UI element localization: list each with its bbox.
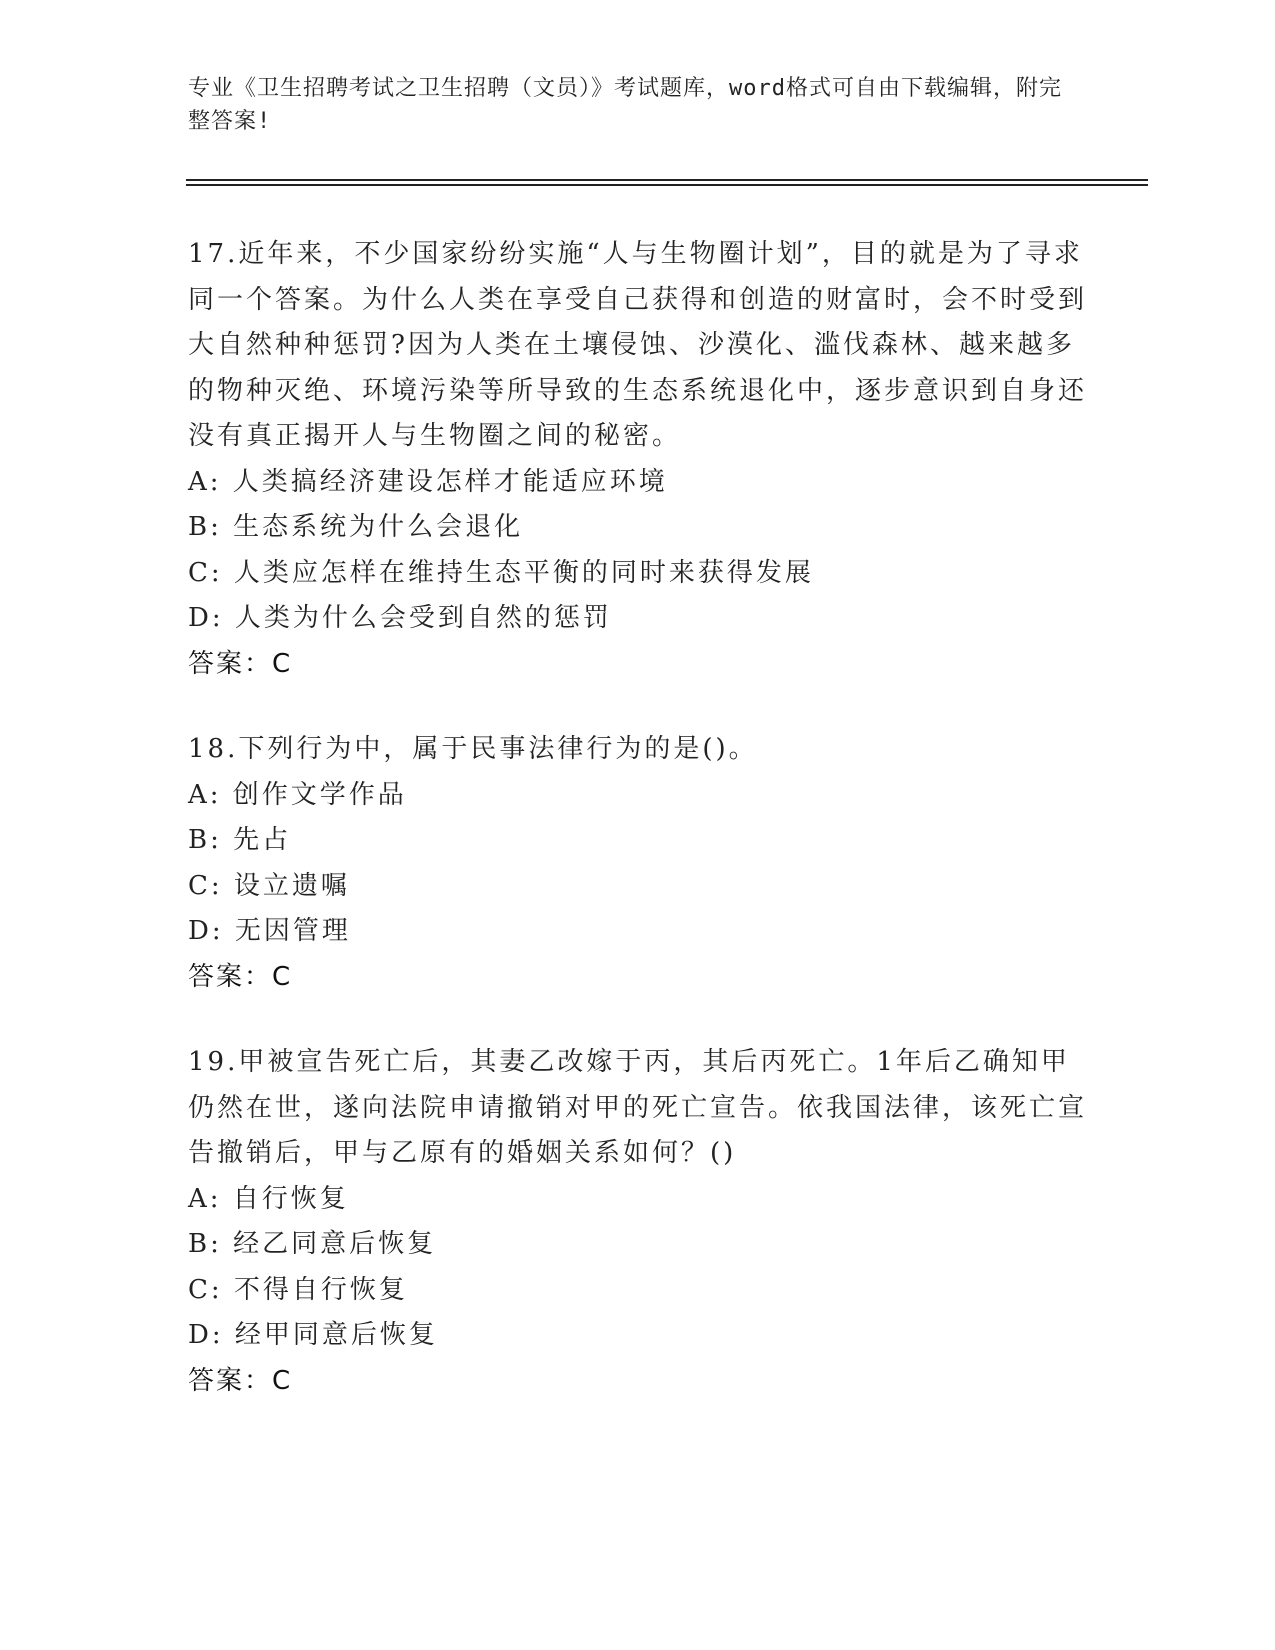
option-b: B: 先占 bbox=[188, 825, 292, 855]
option-c: C: 人类应怎样在维持生态平衡的同时来获得发展 bbox=[188, 557, 814, 588]
option-c: C: 不得自行恢复 bbox=[188, 1274, 408, 1305]
header-divider-bottom bbox=[186, 184, 1148, 186]
question-17 bbox=[188, 232, 1088, 687]
question-stem: 17.近年来，不少国家纷纷实施“人与生物圈计划”，目的就是为了寻求同一个答案。为什么人类在享受自己获得和创造的财富时，会不时受到大自然种种惩罚?因为人类在土壤侵蚀、沙漠化、滥伐森林、越来越多的物种灭绝、环境污染等所导致的生态系统退化中，逐步意识到自身还没有真正揭开人与生物圈之间的秘密。 bbox=[188, 239, 1088, 451]
option-b: B: 生态系统为什么会退化 bbox=[188, 512, 524, 542]
question-stem: 18.下列行为中，属于民事法律行为的是()。 bbox=[188, 734, 758, 764]
option-d: D: 经甲同意后恢复 bbox=[188, 1320, 438, 1350]
question-18 bbox=[188, 727, 1088, 1000]
option-d: D: 无因管理 bbox=[188, 916, 351, 946]
option-b: B: 经乙同意后恢复 bbox=[188, 1229, 437, 1259]
header-divider-top bbox=[186, 179, 1148, 181]
option-a: A: 人类搞经济建设怎样才能适应环境 bbox=[188, 466, 668, 497]
answer-line: 答案：C bbox=[188, 961, 293, 992]
document-header: 专业《卫生招聘考试之卫生招聘（文员）》考试题库，word格式可自由下载编辑，附完整答案! bbox=[188, 76, 1062, 134]
answer-line: 答案：C bbox=[188, 648, 293, 679]
option-c: C: 设立遗嘱 bbox=[188, 870, 350, 901]
option-a: A: 创作文学作品 bbox=[188, 779, 407, 810]
question-list bbox=[188, 232, 1088, 1444]
question-stem: 19.甲被宣告死亡后，其妻乙改嫁于丙，其后丙死亡。1年后乙确知甲仍然在世，遂向法院申请撤销对甲的死亡宣告。依我国法律，该死亡宣告撤销后，甲与乙原有的婚姻关系如何？() bbox=[188, 1047, 1088, 1168]
question-19 bbox=[188, 1040, 1088, 1404]
option-a: A: 自行恢复 bbox=[188, 1183, 349, 1214]
option-d: D: 人类为什么会受到自然的惩罚 bbox=[188, 603, 612, 633]
answer-line: 答案：C bbox=[188, 1365, 293, 1396]
